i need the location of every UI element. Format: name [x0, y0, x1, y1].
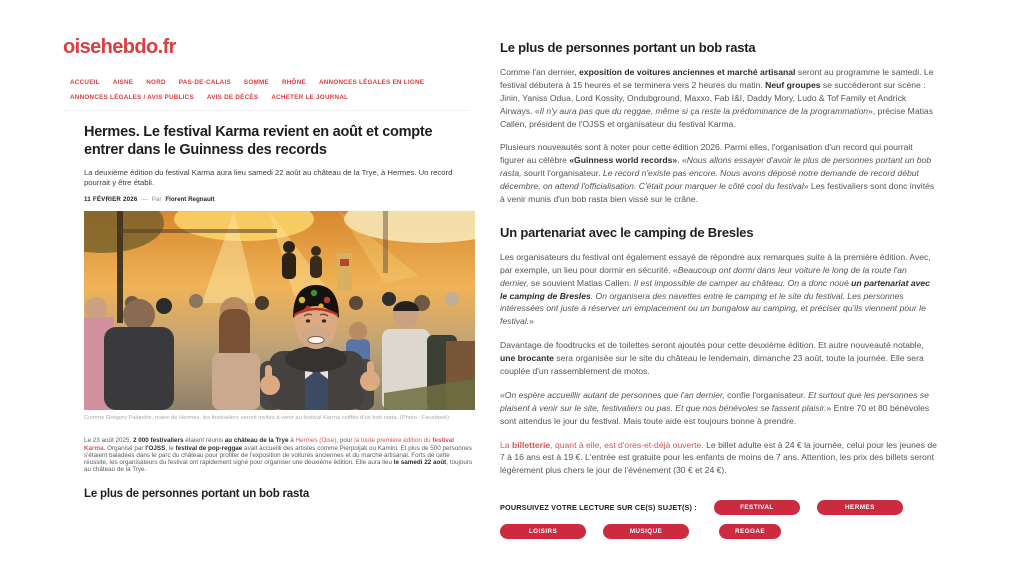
article-paragraph: Comme l'an dernier, exposition de voitures anciennes et marché artisanal seront au programme le samedi. Le festival débutera à 15 heures et se terminera vers 2 heures du matin. Neuf groupes se succéderont sur scène : Jinin, Yaniss Odua, Lord Kossity, Ondubground, Maxxo, Fab I&I, Daddy Mory, Ludo & Tof Family et Andrick Airways. «Il n'y aura pas que du reggae, même si ça reste la prédominance de la programmation», précise Matias Callen, président de l'OJSS et organisateur du festival Karma.	[500, 67, 934, 129]
inline-link[interactable]: Hermes (Oise)	[295, 437, 337, 445]
nav-item[interactable]: AVIS DE DÉCÈS	[206, 94, 259, 101]
article-title: Hermes. Le festival Karma revient en août et compte entrer dans le Guinness des records	[84, 124, 433, 158]
nav-item[interactable]: ANNONCES LÉGALES EN LIGNE	[318, 79, 425, 86]
inline-link[interactable]: , quant à elle, est d'ores-et-déjà ouverte.	[550, 439, 704, 450]
article-paragraph: Davantage de foodtrucks et de toilettes seront ajoutés pour cette deuxième édition. Et autre nouveauté notable, une brocante sera organisée sur le site du château le lendemain, dimanche 23 août, toute la journée. Elle sera couplée d'un rassemblement de motos.	[500, 340, 924, 377]
photo-caption: Comme Grégory Palandre, maire de Hermes, les festivaliers seront invités à venir au festival Karma coiffés d'un bob rasta. (Photo : Facebook)	[84, 414, 450, 421]
byline-prefix: Par	[151, 195, 162, 203]
related-topics	[500, 500, 937, 539]
nav-item[interactable]: ANNONCES LÉGALES / AVIS PUBLICS	[70, 94, 194, 101]
meta-separator: —	[141, 195, 148, 203]
related-topics-label: POURSUIVEZ VOTRE LECTURE SUR CE(S) SUJET(S) :	[500, 503, 697, 513]
author-link[interactable]: Florent Regnault	[165, 195, 215, 203]
tag-pill[interactable]: HERMES	[817, 500, 903, 515]
nav-item[interactable]: PAS-DE-CALAIS	[178, 79, 231, 86]
article-paragraph: Les organisateurs du festival ont également essayé de répondre aux remarques suite à la première édition. Avec, par exemple, un lieu pour dormir en sécurité. «Beaucoup ont dormi dans leur voiture le long de la route l'an dernier, se souvient Matias Callen. Il est impossible de camper au château. On a donc noué un partenariat avec le camping de Bresles. On organisera des navettes entre le camping et le site du festival. Les personnes intéressées ont juste à réserver un emplacement ou un bungalow au camping, et préciser qu'ils viennent pour le festival.»	[500, 251, 931, 327]
nav-item[interactable]: ACCUEIL	[70, 79, 100, 86]
nav-item[interactable]: NORD	[146, 79, 166, 86]
tag-pill[interactable]: MUSIQUE	[603, 524, 689, 539]
nav-item[interactable]: SOMME	[243, 79, 269, 86]
main-nav	[63, 75, 469, 111]
article-paragraph: La billetterie, quant à elle, est d'ores-et-déjà ouverte. Le billet adulte est à 24 € la journée, celui pour les jeunes de 7 à 16 ans est à 19 €. L'entrée est gratuite pour les enfants de moins de 7 ans. Attention, les prix des billets seront légèrement plus chers le jour de l'événement (30 € et 24 €).	[500, 439, 937, 476]
tag-pill[interactable]: REGGAE	[719, 524, 781, 539]
site-logo[interactable]: oisehebdo.fr	[63, 36, 176, 58]
inline-link[interactable]: La	[500, 439, 512, 450]
article-photo	[84, 211, 475, 410]
article-date: 11 FÉVRIER 2026	[84, 195, 138, 203]
article-paragraph: Plusieurs nouveautés sont à noter pour cette édition 2026. Parmi elles, l'organisation d'un record qui pourrait figurer au célèbre «Guinness world records». «Nous allons essayer d'avoir le plus de personnes portant un bob rasta, sourit l'organisateur. Le record n'existe pas encore. Nous avons déposé notre demande de record début décembre, on attend l'officialisation. C'était pour marquer le côté cool du festival» Les festivaliers sont donc invités à venir munis d'un bob rasta bien vissé sur le crâne.	[500, 142, 935, 205]
article-paragraph: «On espère accueillir autant de personnes que l'an dernier, confie l'organisateur. Et surtout que les personnes se plaisent à venir sur le site, festivaliers ou pas. Et que nos bénévoles se fassent plaisir.» Entre 70 et 80 bénévoles sont attendus le jour du festival. Mais toute aide est toujours bonne à prendre.	[500, 389, 930, 426]
inline-link[interactable]: la toute première édition du	[354, 437, 433, 445]
article-meta	[84, 196, 475, 203]
inline-link[interactable]: billetterie	[511, 439, 551, 450]
article-header	[84, 124, 475, 500]
nav-item[interactable]: RHÔNE	[281, 79, 306, 86]
nav-item[interactable]: AISNE	[112, 79, 134, 86]
nav-item[interactable]: ACHETER LE JOURNAL	[271, 94, 349, 101]
tag-pill[interactable]: FESTIVAL	[714, 500, 800, 515]
tag-pill[interactable]: LOISIRS	[500, 524, 586, 539]
article-paragraph: Le 23 août 2025, 2 000 festivaliers étaient réunis au château de la Trye à Hermes (Oise), pour la toute première édition du festival Karma. Organisé par l'OJSS, le festival de pop-reggae avait accueilli des artistes comme Pierpoljak ou Kamini. Et plus de 500 personnes s'étaient baladées dans le parc du château pour profiter de l'exposition de voitures anciennes et du marché artisanal. Forts de cette réussite, les organisateurs du festival ont rapidement signé pour organiser une deuxième édition. Elle aura lieu le samedi 22 août, toujours au château de la Trye.	[84, 437, 473, 473]
inline-link[interactable]: festival Karma	[84, 437, 455, 452]
section-heading-bob-rasta: Le plus de personnes portant un bob rasta	[84, 487, 310, 500]
right-page-column	[500, 40, 937, 539]
section-heading-camping: Un partenariat avec le camping de Bresles	[500, 224, 754, 240]
article-standfirst: La deuxième édition du festival Karma aura lieu samedi 22 août au château de la Trye, à Hermes. Un record pourrait y être établi.	[84, 167, 453, 188]
left-page-column	[63, 36, 475, 500]
section-heading-bob-rasta: Le plus de personnes portant un bob rasta	[500, 40, 756, 55]
